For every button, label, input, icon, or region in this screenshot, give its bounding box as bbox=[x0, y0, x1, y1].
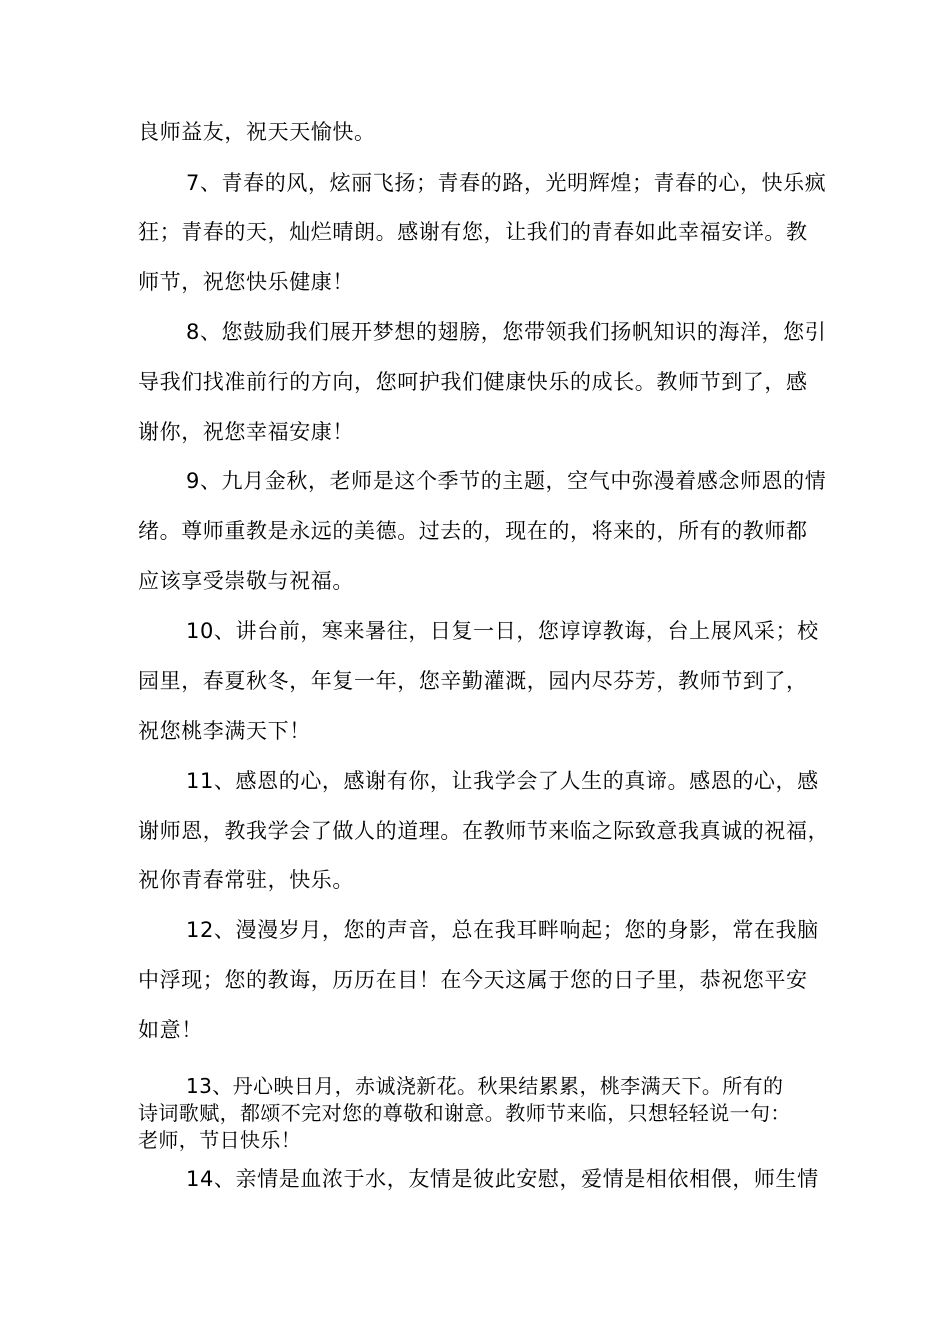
paragraph-11-line-1: 11、感恩的心，感谢有你，让我学会了人生的真谛。感恩的心，感 bbox=[186, 769, 819, 793]
paragraph-7-line-2: 狂；青春的天，灿烂晴朗。感谢有您，让我们的青春如此幸福安详。教 bbox=[138, 220, 808, 244]
paragraph-12-line-3: 如意！ bbox=[138, 1018, 203, 1042]
paragraph-10-line-3: 祝您桃李满天下！ bbox=[138, 719, 311, 743]
paragraph-14-line-1: 14、亲情是血浓于水，友情是彼此安慰，爱情是相依相偎，师生情 bbox=[186, 1167, 819, 1191]
paragraph-13-line-1: 13、丹心映日月，赤诚浇新花。秋果结累累，桃李满天下。所有的 bbox=[186, 1074, 784, 1098]
paragraph-13-line-2: 诗词歌赋，都颂不完对您的尊敬和谢意。教师节来临，只想轻轻说一句： bbox=[138, 1101, 791, 1125]
paragraph-8-line-2: 导我们找准前行的方向，您呵护我们健康快乐的成长。教师节到了，感 bbox=[138, 370, 808, 394]
paragraph-13-line-3: 老师，节日快乐！ bbox=[138, 1128, 302, 1152]
paragraph-11-line-3: 祝你青春常驻，快乐。 bbox=[138, 868, 354, 892]
paragraph-11-line-2: 谢师恩，教我学会了做人的道理。在教师节来临之际致意我真诚的祝福， bbox=[138, 819, 830, 843]
paragraph-12-line-2: 中浮现；您的教诲，历历在目！在今天这属于您的日子里，恭祝您平安 bbox=[138, 968, 808, 992]
paragraph-10-line-2: 园里，春夏秋冬，年复一年，您辛勤灌溉，园内尽芬芳，教师节到了， bbox=[138, 669, 808, 693]
paragraph-7-line-1: 7、青春的风，炫丽飞扬；青春的路，光明辉煌；青春的心，快乐疯 bbox=[186, 171, 827, 195]
text-line: 良师益友，祝天天愉快。 bbox=[138, 120, 376, 144]
paragraph-8-line-1: 8、您鼓励我们展开梦想的翅膀，您带领我们扬帆知识的海洋，您引 bbox=[186, 320, 827, 344]
paragraph-9-line-1: 9、九月金秋，老师是这个季节的主题，空气中弥漫着感念师恩的情 bbox=[186, 469, 827, 493]
paragraph-12-line-1: 12、漫漫岁月，您的声音，总在我耳畔响起；您的身影，常在我脑 bbox=[186, 918, 819, 942]
paragraph-8-line-3: 谢你，祝您幸福安康！ bbox=[138, 420, 354, 444]
paragraph-9-line-2: 绪。尊师重教是永远的美德。过去的，现在的，将来的，所有的教师都 bbox=[138, 519, 808, 543]
paragraph-7-line-3: 师节，祝您快乐健康！ bbox=[138, 270, 354, 294]
paragraph-10-line-1: 10、讲台前，寒来暑往，日复一日，您谆谆教诲，台上展风采；校 bbox=[186, 619, 819, 643]
paragraph-9-line-3: 应该享受崇敬与祝福。 bbox=[138, 569, 354, 593]
